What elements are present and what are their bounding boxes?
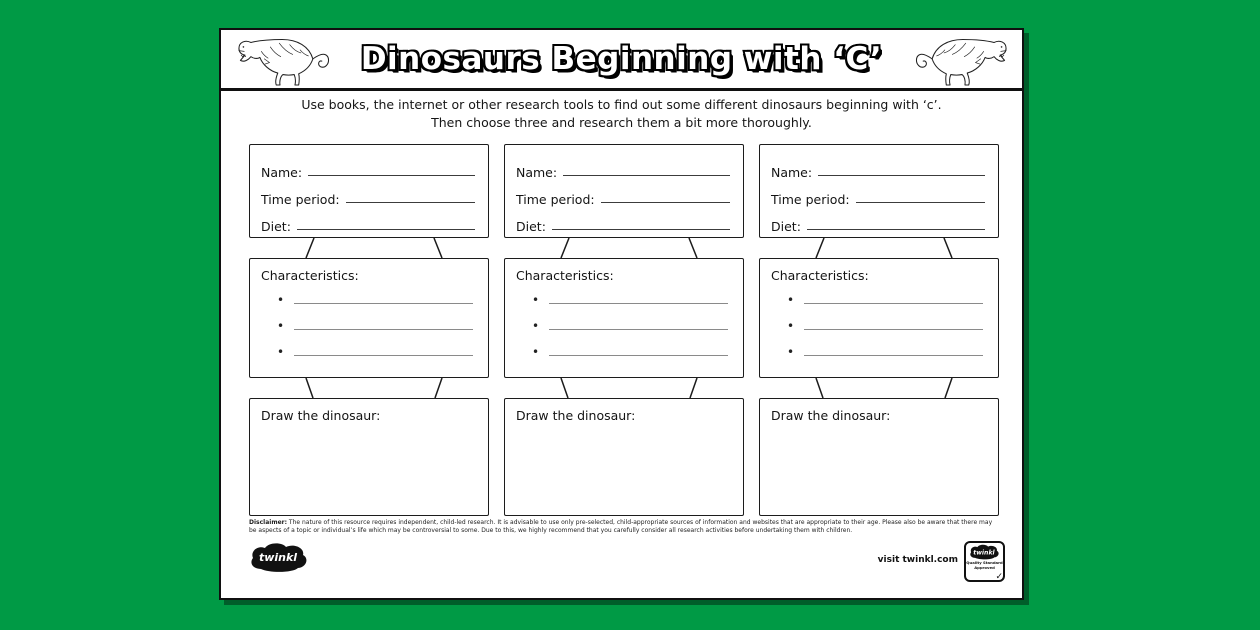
characteristics-box bbox=[759, 258, 999, 378]
draw-dinosaur-label: Draw the dinosaur: bbox=[771, 408, 891, 423]
time-period-label: Time period: bbox=[261, 192, 340, 207]
characteristic-write-line bbox=[294, 344, 473, 356]
name-field bbox=[771, 153, 987, 180]
bullet-icon: • bbox=[532, 319, 540, 333]
characteristic-write-line bbox=[804, 292, 983, 304]
badge-line-2: Approved bbox=[974, 564, 995, 570]
connector-lines bbox=[759, 378, 999, 398]
diet-label: Diet: bbox=[261, 219, 291, 234]
characteristic-write-line bbox=[294, 292, 473, 304]
research-column-1 bbox=[249, 144, 489, 516]
name-write-line bbox=[308, 162, 475, 176]
draw-dinosaur-box bbox=[249, 398, 489, 516]
characteristic-write-line bbox=[294, 318, 473, 330]
characteristic-row bbox=[261, 335, 477, 361]
bullet-icon: • bbox=[532, 345, 540, 359]
worksheet-header bbox=[221, 30, 1022, 88]
name-info-box bbox=[759, 144, 999, 238]
research-column-3 bbox=[759, 144, 999, 516]
bullet-icon: • bbox=[532, 293, 540, 307]
page-title: Dinosaurs Beginning with ‘C’ bbox=[360, 41, 883, 77]
time-period-write-line bbox=[856, 189, 985, 203]
characteristic-write-line bbox=[804, 344, 983, 356]
draw-dinosaur-label: Draw the dinosaur: bbox=[261, 408, 381, 423]
visit-twinkl-link: visit twinkl.com bbox=[877, 555, 958, 565]
diet-label: Diet: bbox=[771, 219, 801, 234]
quality-standard-badge bbox=[964, 541, 1005, 582]
time-period-field bbox=[771, 180, 987, 207]
name-label: Name: bbox=[261, 165, 303, 180]
bullet-icon: • bbox=[787, 319, 795, 333]
name-label: Name: bbox=[771, 165, 813, 180]
characteristic-row bbox=[771, 335, 987, 361]
name-write-line bbox=[563, 162, 730, 176]
disclaimer-label: Disclaimer: bbox=[249, 519, 288, 526]
connector-lines bbox=[504, 238, 744, 258]
characteristic-row bbox=[261, 283, 477, 309]
time-period-label: Time period: bbox=[516, 192, 595, 207]
diet-field bbox=[516, 207, 732, 234]
diet-write-line bbox=[297, 216, 475, 230]
time-period-write-line bbox=[601, 189, 730, 203]
name-info-box bbox=[249, 144, 489, 238]
characteristic-write-line bbox=[549, 344, 728, 356]
characteristic-row bbox=[516, 335, 732, 361]
connector-lines bbox=[249, 238, 489, 258]
bullet-icon: • bbox=[277, 345, 285, 359]
diet-field bbox=[261, 207, 477, 234]
badge-brand-text: twinkl bbox=[973, 549, 995, 557]
name-field bbox=[516, 153, 732, 180]
characteristics-box bbox=[249, 258, 489, 378]
characteristic-write-line bbox=[549, 318, 728, 330]
research-column-2 bbox=[504, 144, 744, 516]
disclaimer-text bbox=[249, 519, 1001, 534]
characteristic-row bbox=[516, 309, 732, 335]
characteristics-label: Characteristics: bbox=[261, 268, 359, 283]
diet-field bbox=[771, 207, 987, 234]
draw-dinosaur-label: Draw the dinosaur: bbox=[516, 408, 636, 423]
time-period-write-line bbox=[346, 189, 475, 203]
diet-write-line bbox=[552, 216, 730, 230]
diet-write-line bbox=[807, 216, 985, 230]
research-grid bbox=[249, 144, 999, 516]
name-label: Name: bbox=[516, 165, 558, 180]
connector-lines bbox=[504, 378, 744, 398]
name-write-line bbox=[818, 162, 985, 176]
connector-lines bbox=[759, 238, 999, 258]
characteristic-row bbox=[516, 283, 732, 309]
bullet-icon: • bbox=[787, 293, 795, 307]
instructions-line-2: Then choose three and research them a bit more thoroughly. bbox=[431, 114, 812, 130]
name-field bbox=[261, 153, 477, 180]
badge-twinkl-cloud-icon bbox=[968, 544, 1001, 561]
characteristic-row bbox=[771, 283, 987, 309]
characteristics-label: Characteristics: bbox=[516, 268, 614, 283]
worksheet-page bbox=[219, 28, 1024, 600]
draw-dinosaur-box bbox=[504, 398, 744, 516]
time-period-label: Time period: bbox=[771, 192, 850, 207]
twinkl-logo-text: twinkl bbox=[258, 551, 298, 564]
characteristic-write-line bbox=[549, 292, 728, 304]
characteristic-row bbox=[261, 309, 477, 335]
draw-dinosaur-box bbox=[759, 398, 999, 516]
bullet-icon: • bbox=[277, 319, 285, 333]
twinkl-logo bbox=[248, 542, 310, 575]
badge-checkmark-icon: ✓ bbox=[995, 572, 1003, 582]
diet-label: Diet: bbox=[516, 219, 546, 234]
bullet-icon: • bbox=[787, 345, 795, 359]
characteristic-row bbox=[771, 309, 987, 335]
characteristic-write-line bbox=[804, 318, 983, 330]
characteristics-box bbox=[504, 258, 744, 378]
badge-line-1: Quality Standard bbox=[966, 560, 1003, 565]
connector-lines bbox=[249, 378, 489, 398]
header-divider bbox=[221, 88, 1022, 91]
time-period-field bbox=[516, 180, 732, 207]
disclaimer-body: The nature of this resource requires independent, child-led research. It is advisable to use only pre-selected, child-appropriate sources of information and websites that are appropriate to their age. Please also be aware that there may be aspects of a topic or individual’s life which may be controversial to some. Due to this, we highly recommend that you carefully consider all research activities before undertaking them with children. bbox=[249, 519, 993, 534]
name-info-box bbox=[504, 144, 744, 238]
bullet-icon: • bbox=[277, 293, 285, 307]
characteristics-label: Characteristics: bbox=[771, 268, 869, 283]
trex-illustration-right-icon bbox=[905, 32, 1019, 88]
instructions bbox=[221, 96, 1022, 131]
time-period-field bbox=[261, 180, 477, 207]
instructions-line-1: Use books, the internet or other research tools to find out some different dinosaurs beginning with ‘c’. bbox=[301, 97, 942, 112]
